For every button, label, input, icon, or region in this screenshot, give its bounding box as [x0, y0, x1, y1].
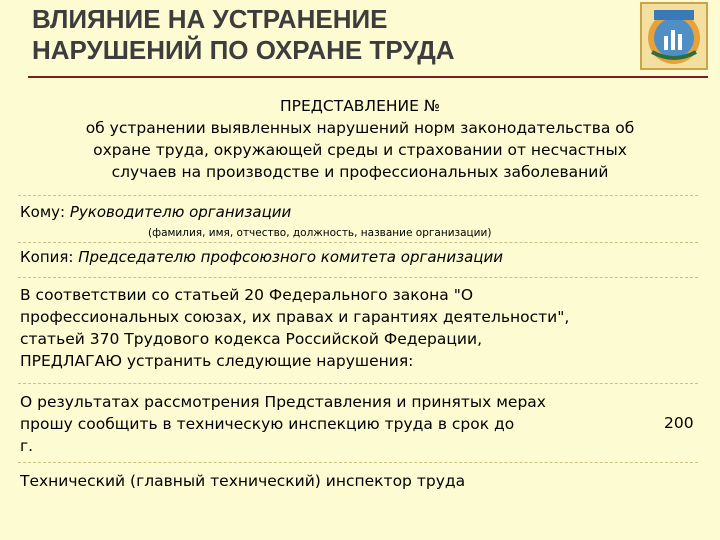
- paragraph-line: О результатах рассмотрения Представления и принятых мерах: [20, 393, 546, 411]
- divider: [18, 195, 698, 196]
- year-value: 200: [664, 414, 694, 432]
- copy-value: Председателю профсоюзного комитета организации: [78, 248, 503, 266]
- slide-title: [32, 4, 592, 66]
- divider: [18, 383, 698, 384]
- paragraph-line: профессиональных союзах, их правах и гарантиях деятельности",: [20, 308, 570, 326]
- heading-line-3: охране труда, окружающей среды и страховании от несчастных: [93, 141, 627, 159]
- divider: [18, 277, 698, 278]
- heading-line-1: ПРЕДСТАВЛЕНИЕ №: [280, 97, 440, 115]
- addressee-row: [20, 202, 291, 222]
- title-line-1: ВЛИЯНИЕ НА УСТРАНЕНИЕ: [32, 4, 388, 34]
- copy-row: [20, 247, 503, 267]
- inspector-signature: Технический (главный технический) инспектор труда: [20, 472, 466, 490]
- divider: [18, 462, 698, 463]
- paragraph-line: статьей 370 Трудового кодекса Российской Федерации,: [20, 330, 483, 348]
- heading-line-2: об устранении выявленных нарушений норм законодательства об: [85, 119, 635, 137]
- trade-union-emblem-icon: [640, 2, 708, 70]
- paragraph-line: г.: [20, 437, 34, 455]
- title-divider: [28, 76, 708, 78]
- title-line-2: НАРУШЕНИЙ ПО ОХРАНЕ ТРУДА: [32, 35, 455, 65]
- addressee-label: Кому:: [20, 203, 66, 221]
- document-heading: [20, 95, 700, 183]
- divider: [18, 242, 698, 243]
- paragraph-line: прошу сообщить в техническую инспекцию труда в срок до: [20, 415, 515, 433]
- addressee-hint: (фамилия, имя, отчество, должность, название организации): [148, 227, 492, 239]
- report-request-paragraph: [20, 391, 660, 457]
- legal-basis-paragraph: [20, 284, 710, 372]
- paragraph-line: В соответствии со статьей 20 Федерального закона "О: [20, 286, 474, 304]
- copy-label: Копия:: [20, 248, 74, 266]
- heading-line-4: случаев на производстве и профессиональных заболеваний: [111, 163, 609, 181]
- addressee-value: Руководителю организации: [69, 203, 292, 221]
- paragraph-line: ПРЕДЛАГАЮ устранить следующие нарушения:: [20, 352, 414, 370]
